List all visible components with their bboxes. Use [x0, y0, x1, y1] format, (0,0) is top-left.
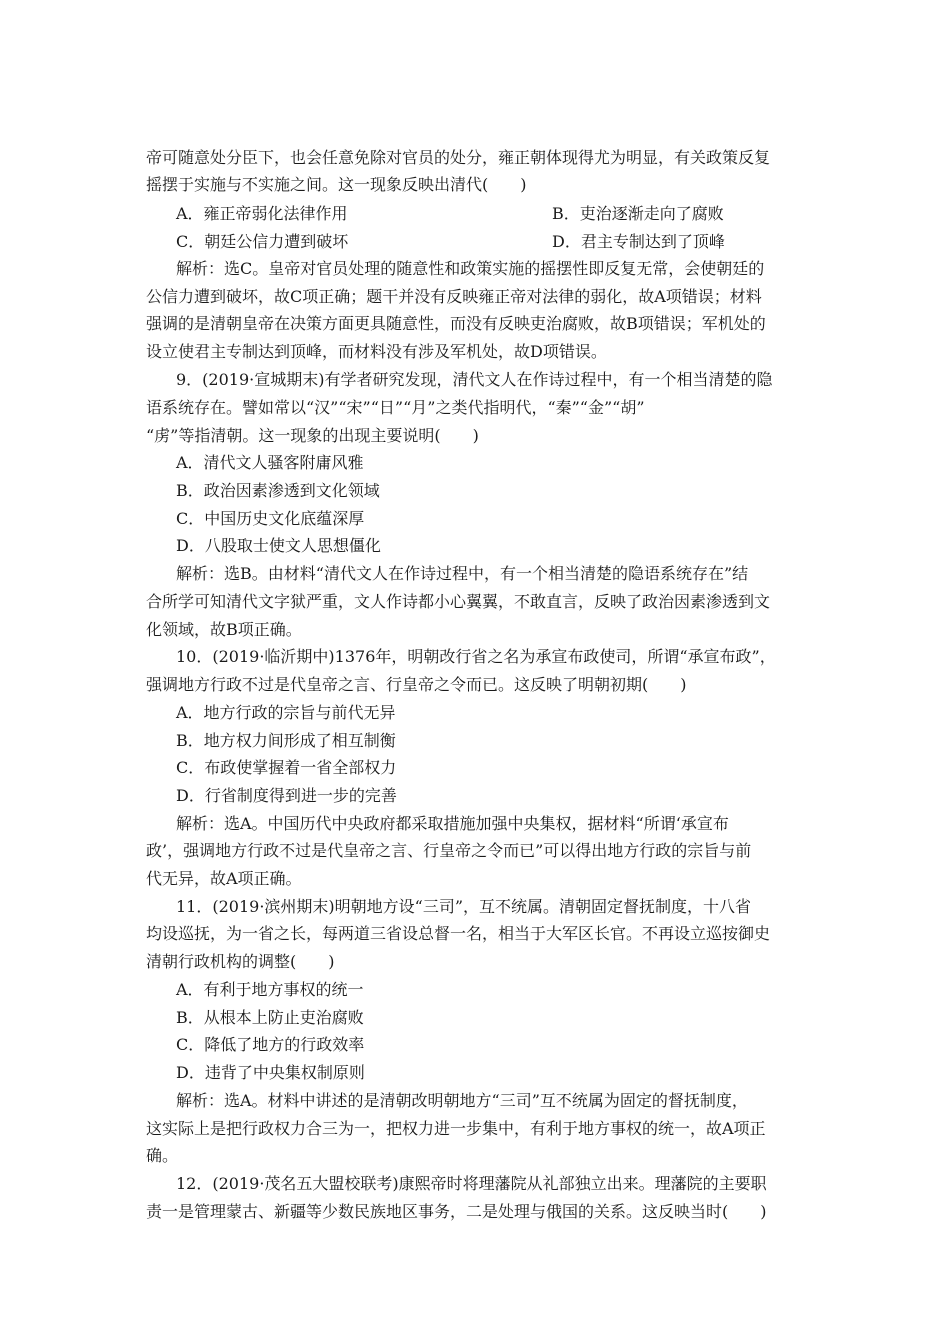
option-a: A．雍正帝弱化法律作用 — [176, 204, 348, 223]
text-line: 摇摆于实施与不实施之间。这一现象反映出清代( ) — [146, 175, 527, 194]
explanation-line: 代无异，故A项正确。 — [146, 869, 302, 888]
explanation-line: 合所学可知清代文字狱严重，文人作诗都小心翼翼，不敢直言，反映了政治因素渗透到文 — [146, 592, 771, 611]
text-line: 帝可随意处分臣下，也会任意免除对官员的处分，雍正朝体现得尤为明显，有关政策反复 — [146, 148, 771, 167]
option-d: D．君主专制达到了顶峰 — [552, 232, 725, 251]
option-a: A．清代文人骚客附庸风雅 — [176, 453, 364, 472]
question-line: 均设巡抚，为一省之长，每两道三省设总督一名，相当于大军区长官。不再设立巡按御史 — [146, 924, 771, 943]
explanation-line: 解析：选B。由材料“清代文人在作诗过程中，有一个相当清楚的隐语系统存在”结 — [176, 564, 749, 583]
question-line: “虏”等指清朝。这一现象的出现主要说明( ) — [146, 426, 479, 445]
question-line: 强调地方行政不过是代皇帝之言、行皇帝之令而已。这反映了明朝初期( ) — [146, 675, 687, 694]
option-c: C．中国历史文化底蕴深厚 — [176, 509, 365, 528]
explanation-line: 解析：选A。中国历代中央政府都采取措施加强中央集权，据材料“所谓‘承宣布 — [176, 814, 729, 833]
question-line: 10．(2019·临沂期中)1376年，明朝改行省之名为承宣布政使司，所谓“承宣布政”， — [176, 647, 776, 666]
question-line: 12．(2019·茂名五大盟校联考)康熙帝时将理藩院从礼部独立出来。理藩院的主要职 — [176, 1174, 767, 1193]
explanation-line: 解析：选A。材料中讲述的是清朝改明朝地方“三司”互不统属为固定的督抚制度， — [176, 1091, 748, 1110]
option-c: C．降低了地方的行政效率 — [176, 1035, 365, 1054]
explanation-line: 确。 — [146, 1146, 179, 1165]
question-line: 9．(2019·宣城期末)有学者研究发现，清代文人在作诗过程中，有一个相当清楚的隐 — [176, 370, 773, 389]
question-line: 清朝行政机构的调整( ) — [146, 952, 335, 971]
explanation-line: 设立使君主专制达到顶峰，而材料没有涉及军机处，故D项错误。 — [146, 342, 607, 361]
question-line: 语系统存在。譬如常以“汉”“宋”“日”“月”之类代指明代，“秦”“金”“胡” — [146, 398, 645, 417]
option-c: C．布政使掌握着一省全部权力 — [176, 758, 397, 777]
option-d: D．违背了中央集权制原则 — [176, 1063, 365, 1082]
explanation-line: 化领域，故B项正确。 — [146, 620, 302, 639]
explanation-line: 强调的是清朝皇帝在决策方面更具随意性，而没有反映吏治腐败，故B项错误；军机处的 — [146, 314, 766, 333]
explanation-line: 解析：选C。皇帝对官员处理的随意性和政策实施的摇摆性即反复无常，会使朝廷的 — [176, 259, 765, 278]
option-b: B．政治因素渗透到文化领域 — [176, 481, 380, 500]
option-a: A．地方行政的宗旨与前代无异 — [176, 703, 396, 722]
explanation-line: 公信力遭到破坏，故C项正确；题干并没有反映雍正帝对法律的弱化，故A项错误；材料 — [146, 287, 762, 306]
option-b: B．从根本上防止吏治腐败 — [176, 1008, 364, 1027]
option-b: B．地方权力间形成了相互制衡 — [176, 731, 396, 750]
option-a: A．有利于地方事权的统一 — [176, 980, 364, 999]
option-b: B．吏治逐渐走向了腐败 — [552, 204, 724, 223]
explanation-line: 这实际上是把行政权力合三为一，把权力进一步集中，有利于地方事权的统一，故A项正 — [146, 1119, 766, 1138]
option-d: D．八股取士使文人思想僵化 — [176, 536, 381, 555]
option-c: C．朝廷公信力遭到破坏 — [176, 232, 349, 251]
option-d: D．行省制度得到进一步的完善 — [176, 786, 397, 805]
question-line: 责一是管理蒙古、新疆等少数民族地区事务，二是处理与俄国的关系。这反映当时( ) — [146, 1202, 767, 1221]
explanation-line: 政’，强调地方行政不过是代皇帝之言、行皇帝之令而已”可以得出地方行政的宗旨与前 — [146, 841, 752, 860]
question-line: 11．(2019·滨州期末)明朝地方设“三司”，互不统属。清朝固定督抚制度，十八省 — [176, 897, 752, 916]
